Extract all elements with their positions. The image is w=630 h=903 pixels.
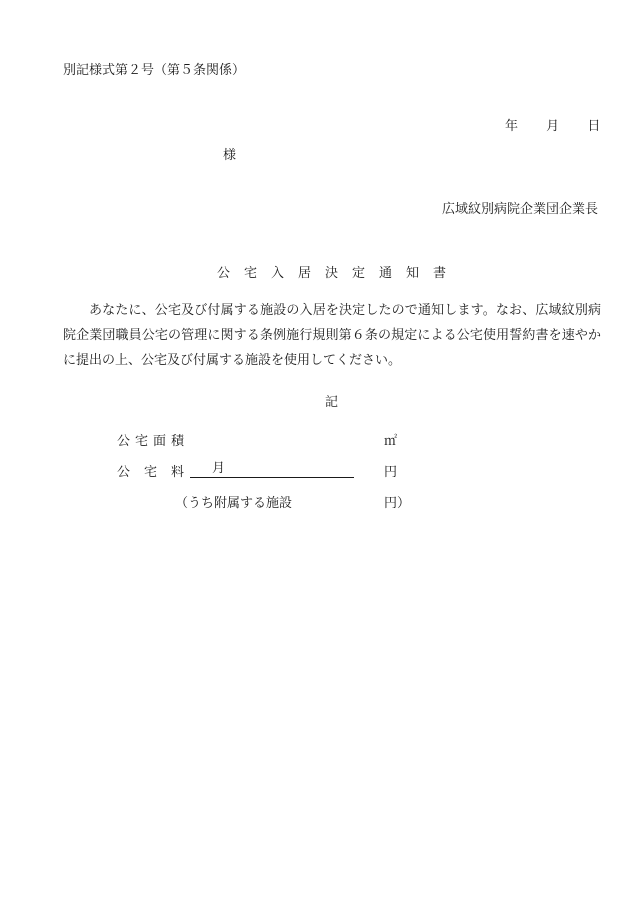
facility-unit: 円） — [384, 496, 411, 511]
area-label: 公宅面積 — [117, 434, 190, 449]
rent-unit: 円 — [384, 465, 398, 480]
document-title: 公宅入居決定通知書 — [217, 266, 461, 281]
facility-label: （うち附属する施設 — [175, 496, 293, 511]
ki-heading: 記 — [325, 395, 339, 410]
date-line — [505, 115, 600, 134]
issuer-title: 広域紋別病院企業団企業長 — [441, 202, 598, 217]
form-reference: 別記様式第２号（第５条関係） — [63, 63, 246, 78]
rent-month-field: 月 — [190, 461, 354, 478]
area-unit: ㎡ — [384, 434, 398, 449]
date-day-label: 日 — [587, 119, 601, 134]
recipient-honorific: 様 — [223, 148, 237, 163]
date-month-label: 月 — [546, 119, 560, 134]
date-year-label: 年 — [505, 119, 519, 134]
notice-body: あなたに、公宅及び付属する施設の入居を決定したので通知します。なお、広域紋別病院企業団職員公宅の管理に関する条例施行規則第６条の規定による公宅使用誓約書を速やかに提出の上、公宅及び付属する施設を使用してください。 — [63, 303, 601, 368]
rent-label: 公宅料 — [117, 465, 199, 480]
